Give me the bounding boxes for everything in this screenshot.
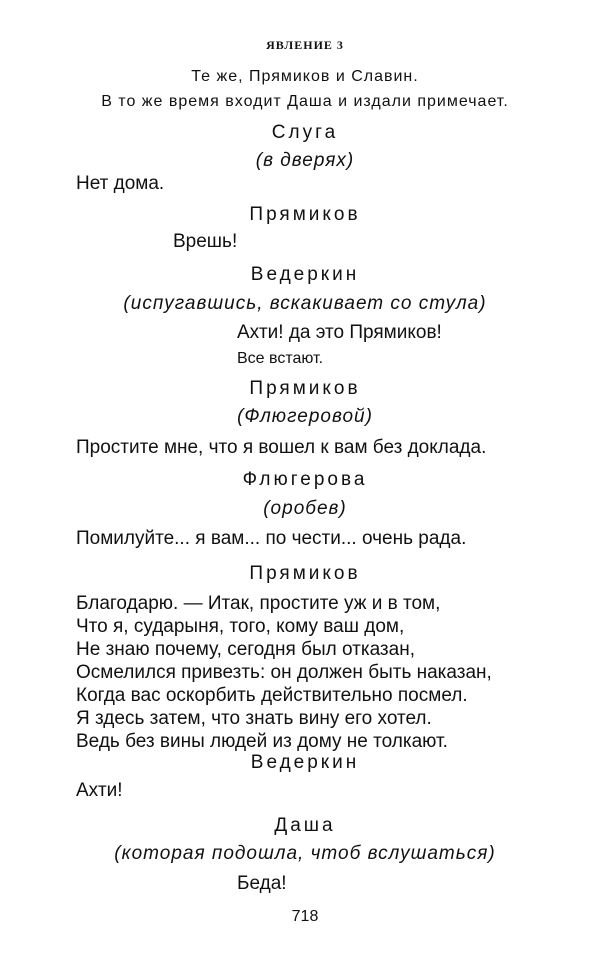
stage-direction: Те же, Прямиков и Славин. bbox=[191, 68, 419, 85]
dialogue-line: Ахти! да это Прямиков! bbox=[237, 322, 442, 343]
verse-block bbox=[76, 592, 492, 753]
speaker-name: Ведеркин bbox=[250, 264, 360, 285]
verse-line: Не знаю почему, сегодня был отказан, bbox=[76, 639, 415, 660]
verse-line: Ведь без вины людей из дому не толкают. bbox=[76, 731, 448, 752]
stage-direction: (испугавшись, вскакивает со стула) bbox=[123, 293, 487, 314]
speaker-name: Даша bbox=[274, 815, 336, 836]
verse-line: Осмелился привезть: он должен быть наказан, bbox=[76, 662, 492, 683]
stage-direction: (в дверях) bbox=[255, 150, 355, 171]
dialogue-line: Ахти! bbox=[76, 780, 123, 801]
speaker-name: Прямиков bbox=[249, 378, 361, 399]
speaker-name: Слуга bbox=[271, 122, 339, 143]
speaker-name: Прямиков bbox=[249, 204, 361, 225]
dialogue-line: Беда! bbox=[237, 873, 287, 894]
verse-line: Благодарю. — Итак, простите уж и в том, bbox=[76, 593, 441, 614]
stage-direction: (оробев) bbox=[263, 498, 347, 519]
speaker-name: Флюгерова bbox=[242, 469, 368, 490]
stage-direction: Все встают. bbox=[237, 350, 324, 367]
speaker-name: Ведеркин bbox=[250, 752, 360, 773]
stage-direction: (которая подошла, чтоб вслушаться) bbox=[114, 843, 496, 864]
page-number: 718 bbox=[291, 908, 319, 925]
dialogue-line: Нет дома. bbox=[76, 173, 165, 194]
verse-line: Что я, сударыня, того, кому ваш дом, bbox=[76, 616, 405, 637]
dialogue-line: Врешь! bbox=[173, 231, 238, 252]
verse-line: Когда вас оскорбить действительно посмел. bbox=[76, 685, 468, 706]
speaker-name: Прямиков bbox=[249, 563, 361, 584]
scene-title: ЯВЛЕНИЕ 3 bbox=[266, 38, 344, 52]
dialogue-line: Помилуйте... я вам... по чести... очень рада. bbox=[76, 528, 467, 549]
dialogue-line: Простите мне, что я вошел к вам без доклада. bbox=[76, 437, 487, 458]
stage-direction: (Флюгеровой) bbox=[237, 406, 373, 427]
stage-direction: В то же время входит Даша и издали примечает. bbox=[101, 93, 509, 110]
verse-line: Я здесь затем, что знать вину его хотел. bbox=[76, 708, 432, 729]
